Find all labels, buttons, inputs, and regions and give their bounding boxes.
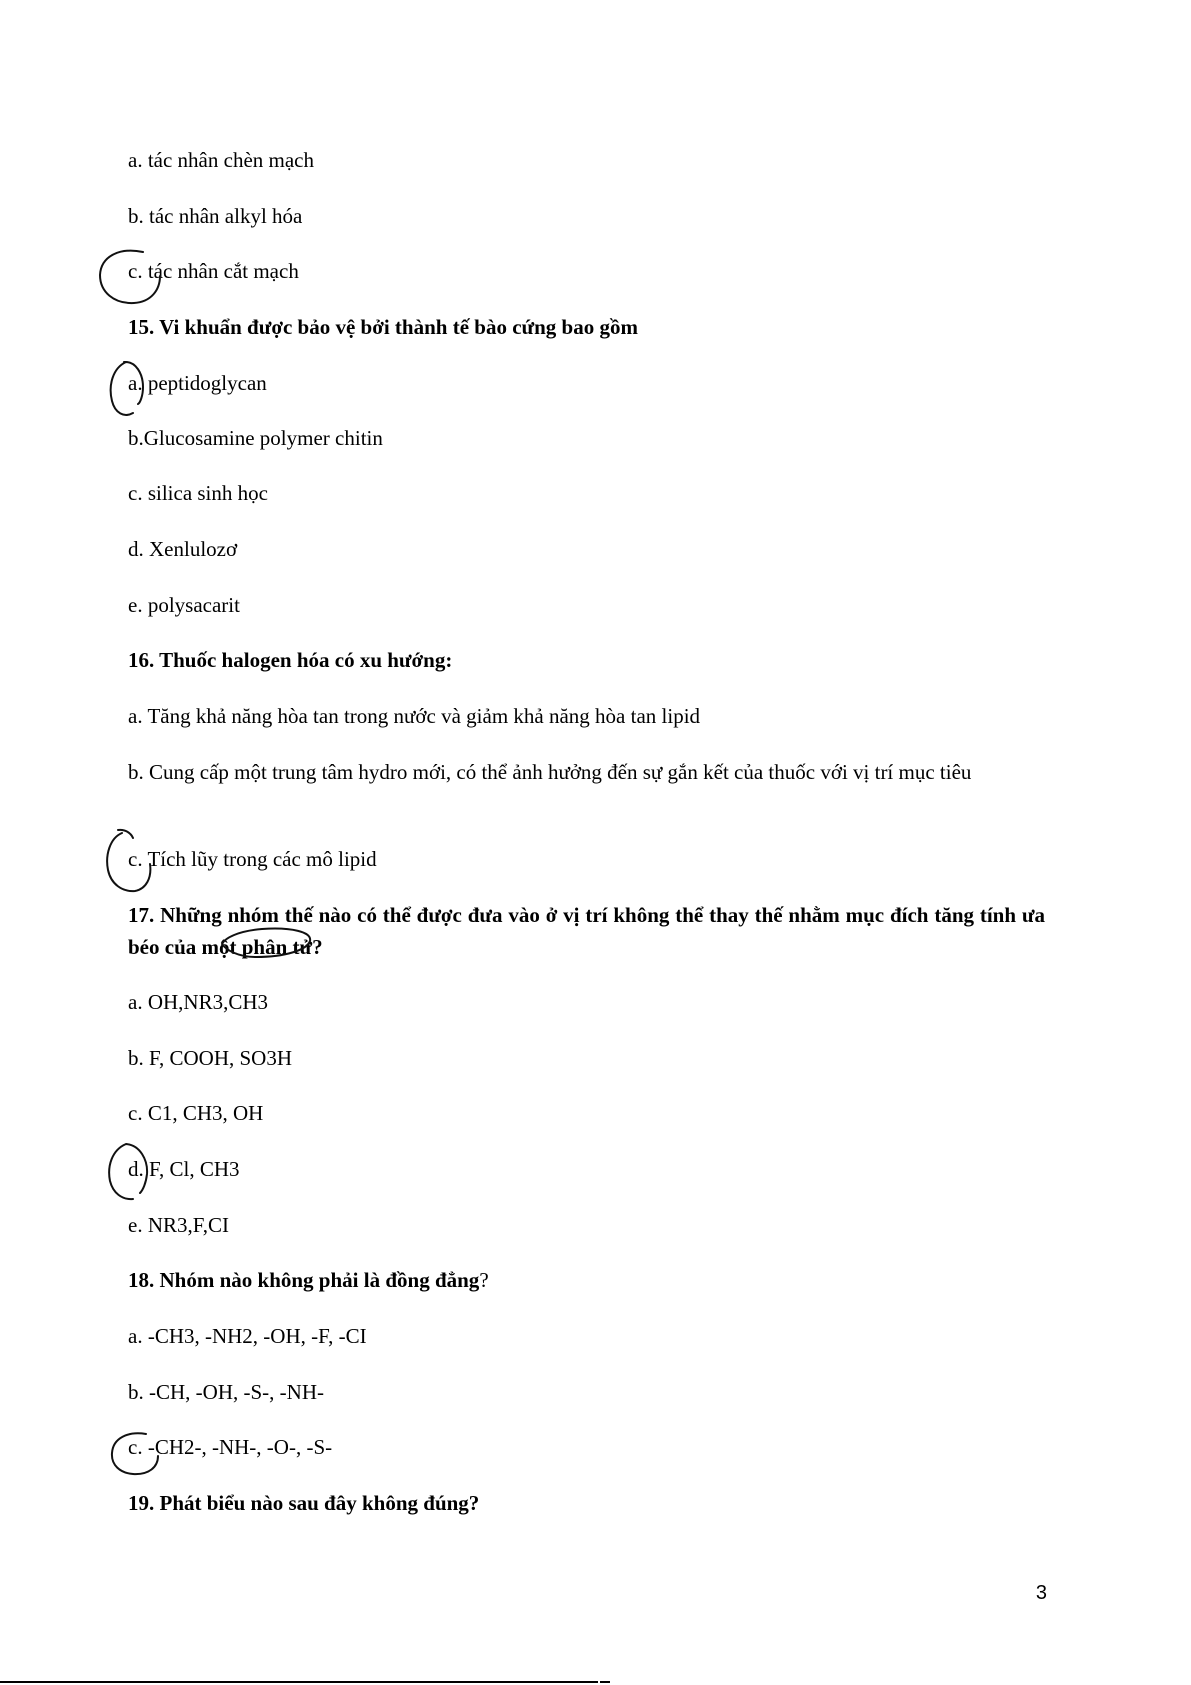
option-text: c. tác nhân cắt mạch	[128, 259, 299, 283]
question-title: 17. Những nhóm thế nào có thể được đưa vào ở vị trí không thể thay thế nhằm mục đích tăng tính ưa béo của một phân tử?	[128, 903, 1045, 959]
option-text: c. silica sinh học	[128, 481, 268, 505]
option-text: b. F, COOH, SO3H	[128, 1046, 293, 1070]
option-text: c. Tích lũy trong các mô lipid	[128, 847, 377, 871]
option-text: c. C1, CH3, OH	[128, 1101, 264, 1125]
footer-rule	[600, 1681, 610, 1683]
option-text: e. polysacarit	[128, 593, 240, 617]
question-title-suffix: ?	[479, 1268, 489, 1292]
option-text: b. -CH, -OH, -S-, -NH-	[128, 1380, 324, 1404]
question-title-text: 18. Nhóm nào không phải là đồng đẳng	[128, 1268, 480, 1292]
question-title: 16. Thuốc halogen hóa có xu hướng:	[128, 648, 453, 672]
option-text: a. tác nhân chèn mạch	[128, 148, 314, 172]
option-text: a. peptidoglycan	[128, 371, 267, 395]
option-text: a. Tăng khả năng hòa tan trong nước và giảm khả năng hòa tan lipid	[128, 704, 701, 728]
option-text: b.Glucosamine polymer chitin	[128, 426, 383, 450]
option-text: a. -CH3, -NH2, -OH, -F, -CI	[128, 1324, 367, 1348]
option-text: e. NR3,F,CI	[128, 1213, 229, 1237]
option-text: d. Xenlulozơ	[128, 537, 238, 561]
question-title: 19. Phát biểu nào sau đây không đúng?	[128, 1491, 480, 1515]
question-title: 15. Vi khuẩn được bảo vệ bởi thành tế bào cứng bao gồm	[128, 315, 638, 339]
page-number: 3	[1035, 1582, 1047, 1604]
question-title	[128, 1264, 489, 1296]
option-text: d. F, Cl, CH3	[128, 1157, 240, 1181]
option-text: b. Cung cấp một trung tâm hydro mới, có thể ảnh hưởng đến sự gắn kết của thuốc với vị trí mục tiêu	[128, 760, 972, 784]
option-text: a. OH,NR3,CH3	[128, 990, 268, 1014]
option-text: c. -CH2-, -NH-, -O-, -S-	[128, 1435, 333, 1459]
option-text: b. tác nhân alkyl hóa	[128, 204, 303, 228]
footer-rule	[0, 1681, 598, 1683]
